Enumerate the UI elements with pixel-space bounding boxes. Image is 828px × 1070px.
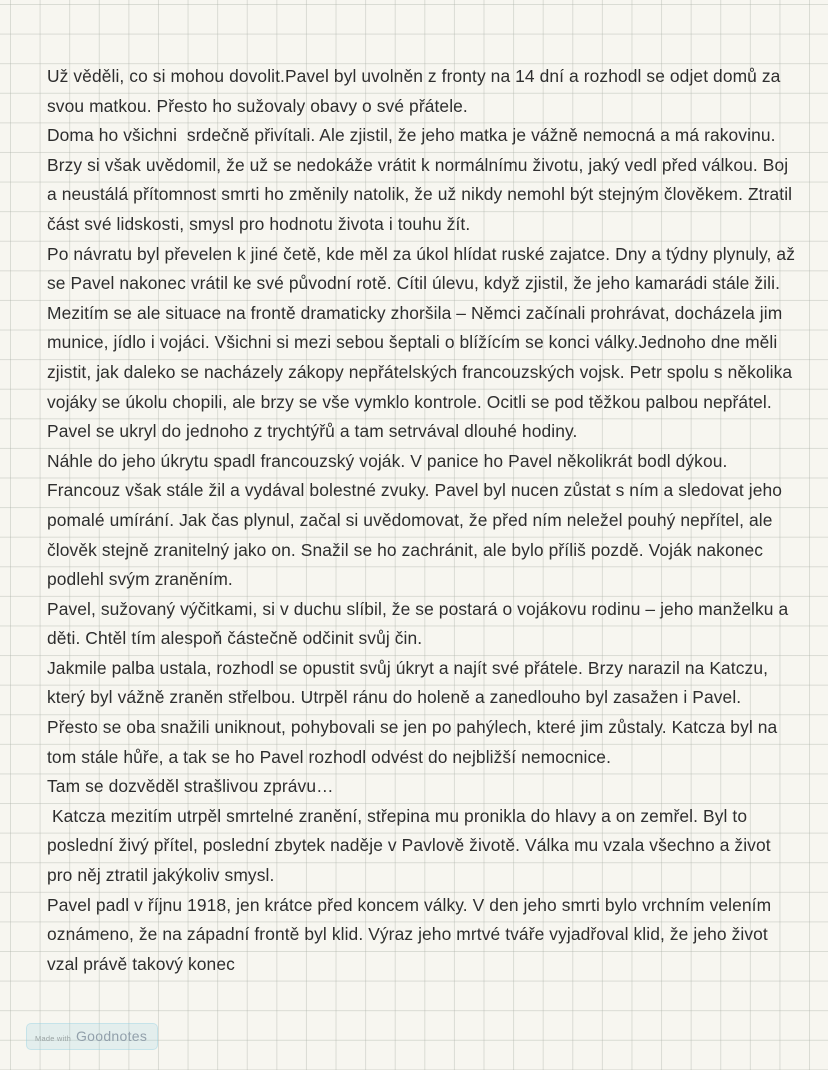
paragraph: Katcza mezitím utrpěl smrtelné zranění, střepina mu pronikla do hlavy a on zemřel. Byl to poslední živý přítel, poslední zbytek naděje v Pavlově životě. Válka mu vzala všechno a život pro něj ztratil jakýkoliv smysl. xyxy=(47,805,776,886)
paragraph: Už věděli, co si mohou dovolit.Pavel byl uvolněn z fronty na 14 dní a rozhodl se odjet domů za svou matkou. Přesto ho sužovaly obavy o své přátele. xyxy=(47,66,786,116)
document-text xyxy=(47,62,800,979)
paragraph: Pavel padl v říjnu 1918, jen krátce před koncem války. V den jeho smrti bylo vrchním velením oznámeno, že na západní frontě byl klid. Výraz jeho mrtvé tváře vyjadřoval klid, že jeho život vzal právě takový konec xyxy=(47,894,777,974)
paragraph: Jakmile palba ustala, rozhodl se opustit svůj úkryt a najít své přátele. Brzy narazil na Katczu, který byl vážně zraněn střelbou. Utrpěl ránu do holeně a zanedlouho byl zasažen i Pavel. Přesto se oba snažili uniknout, pohybovali se jen po pahýlech, které jim zůstaly. Katcza byl na tom stále hůře, a tak se ho Pavel rozhodl odvést do nejbližší nemocnice. xyxy=(47,657,783,767)
paragraph: Tam se dozvěděl strašlivou zprávu… xyxy=(47,776,334,797)
paragraph: Doma ho všichni srdečně přivítali. Ale zjistil, že jeho matka je vážně nemocná a má rakovinu. Brzy si však uvědomil, že už se nedokáže vrátit k normálnímu životu, jaký vedl před válkou. Boj a neustálá přítomnost smrti ho změnily natolik, že už nikdy nemohl být stejným člověkem. Ztratil část své lidskosti, smysl pro hodnotu života i touhu žít. xyxy=(47,125,798,234)
paragraph: Náhle do jeho úkrytu spadl francouzský voják. V panice ho Pavel několikrát bodl dýkou. Francouz však stále žil a vydával bolestné zvuky. Pavel byl nucen zůstat s ním a sledovat jeho pomalé umírání. Jak čas plynul, začal si uvědomovat, že před ním neležel pouhý nepřítel, ale člověk stejně zranitelný jako on. Snažil se ho zachránit, ale bylo příliš pozdě. Voják nakonec podlehl svým zraněním. xyxy=(47,450,787,590)
paragraph: Po návratu byl převelen k jiné četě, kde měl za úkol hlídat ruské zajatce. Dny a týdny plynuly, až se Pavel nakonec vrátil ke své původní rotě. Cítil úlevu, když zjistil, že jeho kamarádi stále žili. Mezitím se ale situace na frontě dramaticky zhoršila – Němci začínali prohrávat, docházela jim munice, jídlo i vojáci. Všichni si mezi sebou šeptali o blížícím se konci války.Jednoho dne měli zjistit, jak daleko se nacházely zákopy nepřátelských francouzských vojsk. Petr spolu s několika vojáky se úkolu chopili, ale brzy se vše vymklo kontrole. Ocitli se pod těžkou palbou nepřátel. Pavel se ukryl do jednoho z trychtýřů a tam setrvával dlouhé hodiny. xyxy=(47,243,800,442)
goodnotes-watermark xyxy=(26,1023,158,1050)
watermark-made-with-label: Made with xyxy=(35,1034,71,1043)
paragraph: Pavel, sužovaný výčitkami, si v duchu slíbil, že se postará o vojákovu rodinu – jeho manželku a děti. Chtěl tím alespoň částečně odčinit svůj čin. xyxy=(47,598,794,649)
goodnotes-brand-label: Goodnotes xyxy=(75,1028,148,1044)
